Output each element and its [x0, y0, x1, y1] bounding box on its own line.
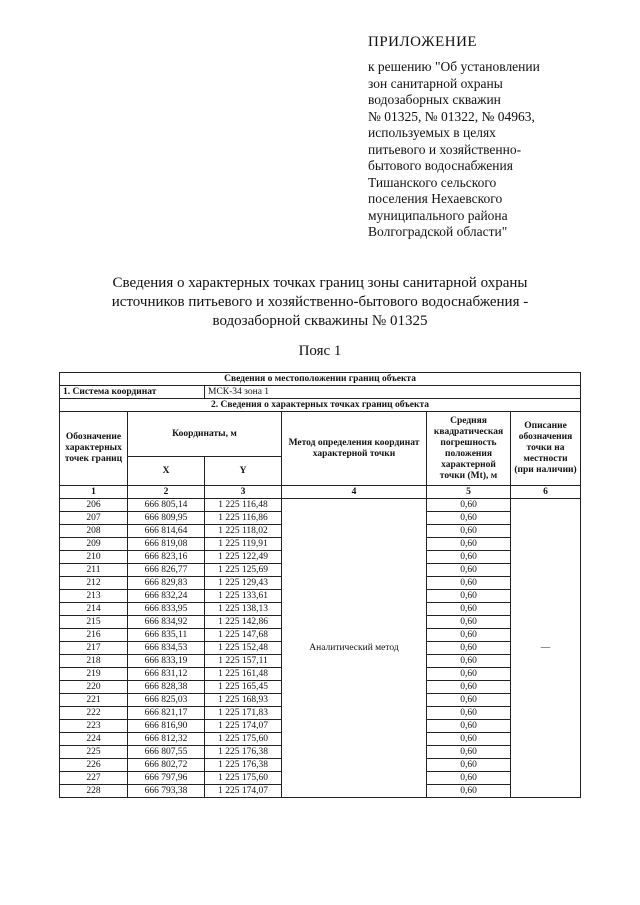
coord-system-value: МСК-34 зона 1 [205, 386, 581, 399]
point-cell: 217 [60, 642, 128, 655]
point-cell: 206 [60, 499, 128, 512]
y-cell: 1 225 175,60 [205, 772, 282, 785]
method-cell: Аналитический метод [282, 499, 427, 798]
error-cell: 0,60 [427, 525, 511, 538]
x-cell: 666 814,64 [128, 525, 205, 538]
point-cell: 228 [60, 785, 128, 798]
error-cell: 0,60 [427, 642, 511, 655]
error-cell: 0,60 [427, 746, 511, 759]
point-cell: 210 [60, 551, 128, 564]
y-cell: 1 225 171,83 [205, 707, 282, 720]
x-cell: 666 834,53 [128, 642, 205, 655]
document-heading [60, 274, 580, 331]
appendix-title: ПРИЛОЖЕНИЕ [368, 34, 478, 50]
appendix-line: зон санитарной охраны [368, 75, 503, 91]
error-cell: 0,60 [427, 707, 511, 720]
x-cell: 666 807,55 [128, 746, 205, 759]
point-cell: 220 [60, 681, 128, 694]
col-method-header: Метод определения координат характерной точки [282, 412, 427, 486]
heading-line: источников питьевого и хозяйственно-бытового водоснабжения - [111, 294, 529, 310]
x-cell: 666 834,92 [128, 616, 205, 629]
col-point-header: Обозначение характерных точек границ [60, 412, 128, 486]
appendix-line: муниципального района [368, 207, 508, 223]
point-cell: 221 [60, 694, 128, 707]
boundary-points-table [59, 372, 581, 798]
section2-title: 2. Сведения о характерных точках границ объекта [60, 399, 581, 412]
point-cell: 211 [60, 564, 128, 577]
heading-line: водозаборной скважины № 01325 [212, 313, 428, 329]
description-cell: — [511, 499, 581, 798]
y-cell: 1 225 129,43 [205, 577, 282, 590]
point-cell: 214 [60, 603, 128, 616]
y-cell: 1 225 165,45 [205, 681, 282, 694]
y-cell: 1 225 174,07 [205, 720, 282, 733]
coord-system-label: 1. Система координат [60, 386, 205, 399]
error-cell: 0,60 [427, 629, 511, 642]
error-cell: 0,60 [427, 759, 511, 772]
y-cell: 1 225 161,48 [205, 668, 282, 681]
y-cell: 1 225 174,07 [205, 785, 282, 798]
col-desc-header: Описание обозначения точки на местности (при наличии) [511, 412, 581, 486]
error-cell: 0,60 [427, 603, 511, 616]
column-number: 4 [282, 486, 427, 499]
y-cell: 1 225 138,13 [205, 603, 282, 616]
y-cell: 1 225 168,93 [205, 694, 282, 707]
point-cell: 226 [60, 759, 128, 772]
y-cell: 1 225 152,48 [205, 642, 282, 655]
error-cell: 0,60 [427, 681, 511, 694]
y-cell: 1 225 142,86 [205, 616, 282, 629]
table-row [60, 499, 581, 512]
error-cell: 0,60 [427, 590, 511, 603]
column-number: 3 [205, 486, 282, 499]
appendix-block [368, 34, 628, 241]
column-numbers-row [60, 486, 581, 499]
error-cell: 0,60 [427, 499, 511, 512]
y-cell: 1 225 116,86 [205, 512, 282, 525]
x-cell: 666 793,38 [128, 785, 205, 798]
x-cell: 666 816,90 [128, 720, 205, 733]
point-cell: 213 [60, 590, 128, 603]
y-cell: 1 225 176,38 [205, 746, 282, 759]
x-cell: 666 831,12 [128, 668, 205, 681]
error-cell: 0,60 [427, 772, 511, 785]
column-number: 1 [60, 486, 128, 499]
column-number: 2 [128, 486, 205, 499]
y-cell: 1 225 176,38 [205, 759, 282, 772]
y-cell: 1 225 116,48 [205, 499, 282, 512]
x-cell: 666 809,95 [128, 512, 205, 525]
point-cell: 218 [60, 655, 128, 668]
point-cell: 209 [60, 538, 128, 551]
point-cell: 227 [60, 772, 128, 785]
point-cell: 208 [60, 525, 128, 538]
error-cell: 0,60 [427, 551, 511, 564]
point-cell: 212 [60, 577, 128, 590]
y-cell: 1 225 157,11 [205, 655, 282, 668]
appendix-line: поселения Нехаевского [368, 191, 503, 206]
y-cell: 1 225 147,68 [205, 629, 282, 642]
error-cell: 0,60 [427, 564, 511, 577]
col-y-header: Y [205, 457, 282, 486]
x-cell: 666 805,14 [128, 499, 205, 512]
point-cell: 222 [60, 707, 128, 720]
section1-title: Сведения о местоположении границ объекта [60, 373, 581, 386]
y-cell: 1 225 119,91 [205, 538, 282, 551]
col-coords-header: Координаты, м [128, 412, 282, 457]
x-cell: 666 828,38 [128, 681, 205, 694]
y-cell: 1 225 175,60 [205, 733, 282, 746]
x-cell: 666 819,08 [128, 538, 205, 551]
error-cell: 0,60 [427, 538, 511, 551]
appendix-line: водозаборных скважин [368, 92, 501, 107]
y-cell: 1 225 133,61 [205, 590, 282, 603]
appendix-line: бытового водоснабжения [368, 158, 513, 173]
heading-line: Сведения о характерных точках границ зоны санитарной охраны [112, 275, 528, 291]
point-cell: 224 [60, 733, 128, 746]
error-cell: 0,60 [427, 512, 511, 525]
error-cell: 0,60 [427, 616, 511, 629]
zone-label: Пояс 1 [298, 343, 342, 359]
x-cell: 666 823,16 [128, 551, 205, 564]
x-cell: 666 833,95 [128, 603, 205, 616]
point-cell: 223 [60, 720, 128, 733]
error-cell: 0,60 [427, 785, 511, 798]
error-cell: 0,60 [427, 577, 511, 590]
x-cell: 666 812,32 [128, 733, 205, 746]
col-x-header: X [128, 457, 205, 486]
x-cell: 666 826,77 [128, 564, 205, 577]
x-cell: 666 802,72 [128, 759, 205, 772]
x-cell: 666 821,17 [128, 707, 205, 720]
x-cell: 666 835,11 [128, 629, 205, 642]
appendix-line: № 01325, № 01322, № 04963, [368, 108, 535, 124]
point-cell: 207 [60, 512, 128, 525]
error-cell: 0,60 [427, 694, 511, 707]
appendix-line: к решению "Об установлении [368, 59, 540, 74]
y-cell: 1 225 118,02 [205, 525, 282, 538]
x-cell: 666 832,24 [128, 590, 205, 603]
error-cell: 0,60 [427, 655, 511, 668]
point-cell: 216 [60, 629, 128, 642]
appendix-line: питьевого и хозяйственно- [368, 141, 522, 157]
column-number: 5 [427, 486, 511, 499]
y-cell: 1 225 125,69 [205, 564, 282, 577]
error-cell: 0,60 [427, 733, 511, 746]
appendix-text [368, 59, 628, 241]
appendix-line: Тишанского сельского [368, 174, 497, 190]
point-cell: 225 [60, 746, 128, 759]
column-number: 6 [511, 486, 581, 499]
x-cell: 666 797,96 [128, 772, 205, 785]
x-cell: 666 825,03 [128, 694, 205, 707]
x-cell: 666 833,19 [128, 655, 205, 668]
col-error-header: Средняя квадратическая погрешность положения характерной точки (Mt), м [427, 412, 511, 486]
error-cell: 0,60 [427, 668, 511, 681]
appendix-line: используемых в целях [368, 125, 496, 140]
point-cell: 219 [60, 668, 128, 681]
appendix-line: Волгоградской области" [368, 224, 508, 239]
point-cell: 215 [60, 616, 128, 629]
error-cell: 0,60 [427, 720, 511, 733]
y-cell: 1 225 122,49 [205, 551, 282, 564]
x-cell: 666 829,83 [128, 577, 205, 590]
